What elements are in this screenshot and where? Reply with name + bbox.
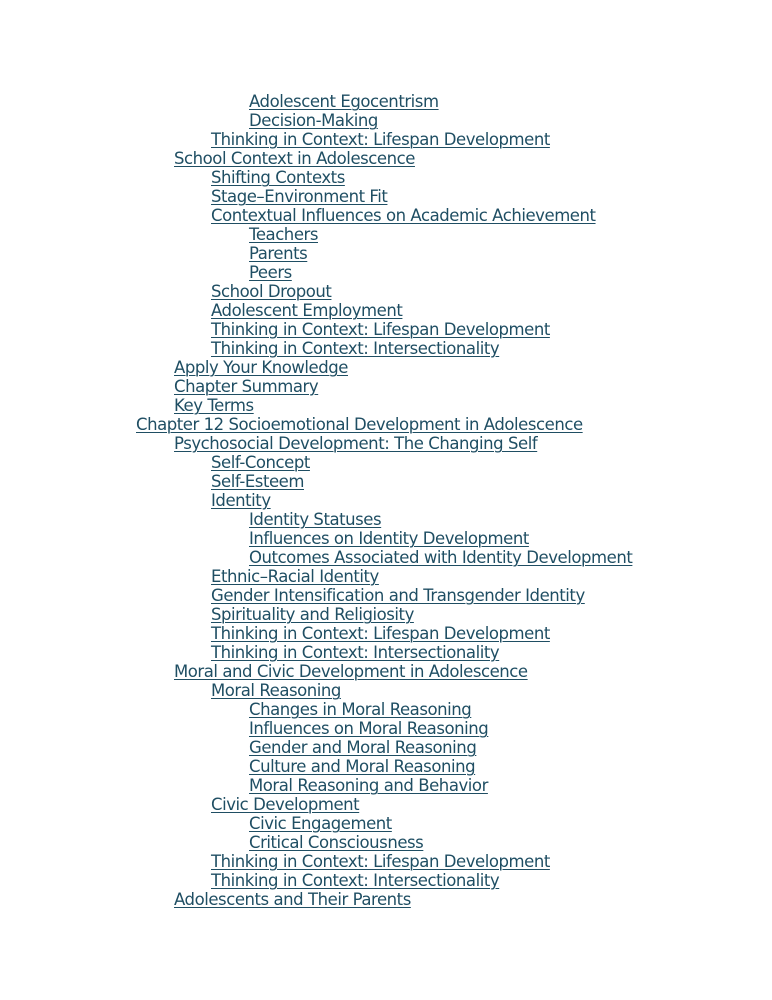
toc-entry [0, 681, 772, 700]
toc-entry [0, 662, 772, 681]
toc-link[interactable]: Moral and Civic Development in Adolescence [174, 662, 528, 681]
toc-link[interactable]: Critical Consciousness [249, 833, 424, 852]
toc-entry [0, 339, 772, 358]
toc-link[interactable]: Thinking in Context: Lifespan Development [211, 130, 550, 149]
toc-entry [0, 282, 772, 301]
toc-link[interactable]: Identity [211, 491, 271, 510]
toc-link[interactable]: School Dropout [211, 282, 332, 301]
toc-entry [0, 605, 772, 624]
toc-link[interactable]: Thinking in Context: Lifespan Development [211, 852, 550, 871]
toc-link[interactable]: Changes in Moral Reasoning [249, 700, 472, 719]
toc-entry [0, 301, 772, 320]
toc-link[interactable]: Decision-Making [249, 111, 378, 130]
toc-entry [0, 225, 772, 244]
toc-entry [0, 415, 772, 434]
toc-link[interactable]: Chapter 12 Socioemotional Development in Adolescence [136, 415, 583, 434]
toc-link[interactable]: Apply Your Knowledge [174, 358, 348, 377]
toc-entry [0, 529, 772, 548]
toc-link[interactable]: Thinking in Context: Intersectionality [211, 339, 500, 358]
toc-link[interactable]: Stage–Environment Fit [211, 187, 388, 206]
toc-link[interactable]: Gender and Moral Reasoning [249, 738, 477, 757]
toc-entry [0, 377, 772, 396]
toc-link[interactable]: Thinking in Context: Intersectionality [211, 871, 500, 890]
toc-link[interactable]: Civic Development [211, 795, 360, 814]
toc-entry [0, 852, 772, 871]
toc-link[interactable]: Contextual Influences on Academic Achievement [211, 206, 596, 225]
table-of-contents [0, 92, 772, 909]
toc-entry [0, 510, 772, 529]
toc-entry [0, 358, 772, 377]
toc-link[interactable]: Parents [249, 244, 308, 263]
toc-link[interactable]: Self-Esteem [211, 472, 304, 491]
toc-entry [0, 871, 772, 890]
toc-link[interactable]: Thinking in Context: Lifespan Development [211, 624, 550, 643]
toc-entry [0, 833, 772, 852]
toc-entry [0, 187, 772, 206]
toc-link[interactable]: Influences on Moral Reasoning [249, 719, 489, 738]
toc-link[interactable]: Peers [249, 263, 292, 282]
toc-entry [0, 206, 772, 225]
toc-entry [0, 814, 772, 833]
toc-entry [0, 738, 772, 757]
toc-entry [0, 92, 772, 111]
toc-link[interactable]: Moral Reasoning [211, 681, 341, 700]
toc-entry [0, 149, 772, 168]
toc-link[interactable]: Thinking in Context: Intersectionality [211, 643, 500, 662]
toc-entry [0, 890, 772, 909]
toc-link[interactable]: Chapter Summary [174, 377, 319, 396]
toc-entry [0, 491, 772, 510]
toc-entry [0, 548, 772, 567]
toc-entry [0, 320, 772, 339]
toc-link[interactable]: Ethnic–Racial Identity [211, 567, 379, 586]
toc-entry [0, 263, 772, 282]
toc-entry [0, 719, 772, 738]
toc-link[interactable]: Adolescent Employment [211, 301, 403, 320]
toc-entry [0, 776, 772, 795]
toc-link[interactable]: Influences on Identity Development [249, 529, 529, 548]
toc-link[interactable]: Culture and Moral Reasoning [249, 757, 476, 776]
toc-link[interactable]: Gender Intensification and Transgender Identity [211, 586, 585, 605]
toc-entry [0, 586, 772, 605]
toc-link[interactable]: Teachers [249, 225, 318, 244]
toc-entry [0, 567, 772, 586]
toc-entry [0, 643, 772, 662]
toc-entry [0, 453, 772, 472]
toc-link[interactable]: Outcomes Associated with Identity Development [249, 548, 633, 567]
toc-entry [0, 700, 772, 719]
toc-entry [0, 434, 772, 453]
toc-entry [0, 472, 772, 491]
toc-entry [0, 244, 772, 263]
toc-link[interactable]: Identity Statuses [249, 510, 382, 529]
toc-link[interactable]: Shifting Contexts [211, 168, 345, 187]
toc-entry [0, 111, 772, 130]
toc-link[interactable]: Adolescents and Their Parents [174, 890, 411, 909]
toc-entry [0, 757, 772, 776]
toc-link[interactable]: Psychosocial Development: The Changing Self [174, 434, 538, 453]
toc-link[interactable]: Civic Engagement [249, 814, 392, 833]
toc-link[interactable]: Key Terms [174, 396, 254, 415]
toc-entry [0, 130, 772, 149]
toc-entry [0, 795, 772, 814]
toc-link[interactable]: Thinking in Context: Lifespan Development [211, 320, 550, 339]
toc-link[interactable]: School Context in Adolescence [174, 149, 415, 168]
toc-entry [0, 168, 772, 187]
toc-link[interactable]: Spirituality and Religiosity [211, 605, 414, 624]
toc-link[interactable]: Moral Reasoning and Behavior [249, 776, 488, 795]
toc-entry [0, 624, 772, 643]
toc-entry [0, 396, 772, 415]
toc-link[interactable]: Adolescent Egocentrism [249, 92, 439, 111]
toc-link[interactable]: Self-Concept [211, 453, 310, 472]
